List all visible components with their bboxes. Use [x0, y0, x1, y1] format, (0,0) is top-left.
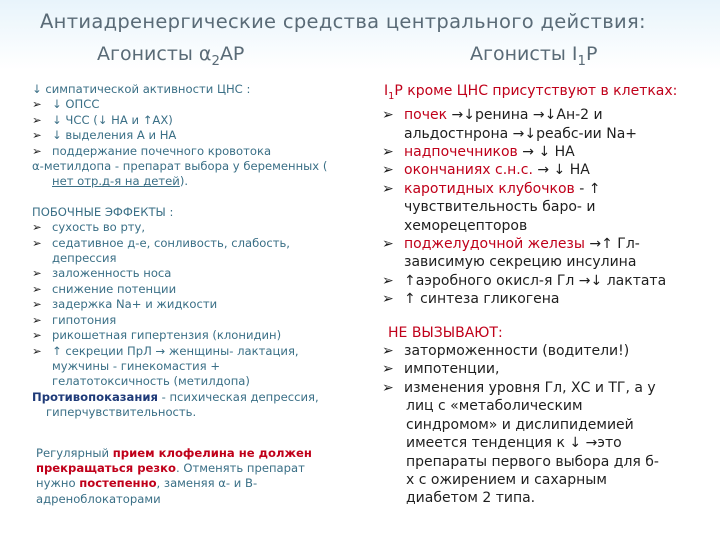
organ-rest: → ↓ НА	[532, 162, 590, 179]
subtitle-left-prefix: Агонисты α	[97, 43, 212, 65]
list-item	[32, 220, 377, 235]
bullet-arrow-icon: ➢	[382, 291, 394, 308]
side-effect-text: седативное д-е, сонливость, слабость,	[52, 235, 290, 250]
bullet-arrow-icon: ➢	[32, 328, 42, 343]
not-cause-text: заторможенности (водители!)	[404, 343, 630, 360]
organ-item	[404, 143, 575, 161]
effect-text: ↓ ЧСС (↓ НА и ↑АХ)	[52, 112, 173, 127]
effect-text: ↓ выделения А и НА	[52, 128, 177, 143]
organ-continuation: чувствительность баро- и хеморецепторов	[404, 199, 596, 234]
spacer	[382, 309, 712, 324]
bullet-arrow-icon: ➢	[32, 220, 42, 235]
list-item	[32, 344, 377, 359]
list-item	[382, 379, 712, 397]
note-middle: . Отменять препарат нужно	[36, 460, 305, 491]
subtitle-right	[470, 43, 597, 69]
side-effect-text: гипотония	[52, 312, 117, 327]
metabolic-effect: ↑аэробного окисл-я Гл →↓ лактата	[404, 272, 667, 289]
organ-continuation: альдостнрона →↓реабс-ии Na+	[404, 125, 638, 142]
not-cause-header: НЕ ВЫЗЫВАЮТ:	[388, 324, 503, 341]
organ-rest: →↓ренина →↓Ан-2 и	[447, 107, 603, 124]
side-effect-continuation: депрессия	[52, 251, 117, 266]
organ-rest: - ↑	[574, 180, 601, 197]
list-item	[32, 236, 377, 251]
bullet-arrow-icon: ➢	[382, 144, 394, 161]
subtitle-left-suffix: АР	[219, 43, 245, 65]
organ-lead: поджелудочной железы	[404, 236, 585, 253]
side-effect-continuation: гелатотоксичность (метилдопа)	[52, 374, 250, 389]
list-item	[382, 180, 712, 198]
contraindications-continuation: гиперчувствительность.	[46, 405, 197, 420]
organ-lead: надпочечников	[404, 144, 518, 161]
methyldopa-line: α-метилдопа - препарат выбора у беременных (	[32, 159, 328, 174]
side-effects-header: ПОБОЧНЫЕ ЭФФЕКТЫ :	[32, 204, 174, 219]
side-effect-continuation: мужчины - гинекомастия +	[52, 358, 221, 373]
right-intro-prefix: I	[384, 83, 389, 99]
not-cause-text: изменения уровня Гл, ХС и ТГ, а у	[404, 379, 656, 396]
contraindications-label: Противопоказания	[32, 389, 158, 404]
organ-lead: окончаниях с.н.с.	[404, 162, 533, 179]
subtitle-left	[97, 43, 244, 69]
not-cause-text: импотенции,	[404, 361, 500, 378]
organ-rest: →↑ Гл-	[584, 236, 640, 253]
slide-title: Антиадренергические средства центрального действия:	[40, 10, 646, 33]
bullet-arrow-icon: ➢	[32, 97, 42, 112]
list-item	[32, 328, 377, 343]
side-effect-text: рикошетная гипертензия (клонидин)	[52, 328, 282, 343]
methyldopa-note-underlined: нет отр.д-я на детей	[52, 174, 180, 189]
side-effect-text: ↑ секреции ПрЛ → женщины- лактация,	[52, 343, 299, 358]
subtitle-left-sub: 2	[211, 53, 220, 69]
bullet-arrow-icon: ➢	[382, 361, 394, 378]
clonidine-note	[32, 446, 346, 508]
metabolic-effect: ↑ синтеза гликогена	[404, 291, 560, 308]
spacer	[32, 190, 377, 205]
right-intro	[382, 82, 712, 106]
side-effect-text: заложенность носа	[52, 266, 172, 281]
organ-continuation: зависимую секрецию инсулина	[404, 254, 637, 271]
bullet-arrow-icon: ➢	[382, 343, 394, 360]
bullet-arrow-icon: ➢	[32, 128, 42, 143]
organ-lead: каротидных клубочков	[404, 180, 575, 197]
list-item	[32, 282, 377, 297]
side-effect-text: снижение потенции	[52, 281, 177, 296]
list-item	[32, 113, 377, 128]
bullet-arrow-icon: ➢	[32, 266, 42, 281]
right-column	[382, 82, 712, 508]
effect-text: ↓ ОПСС	[52, 97, 100, 112]
bullet-arrow-icon: ➢	[382, 379, 394, 396]
left-column	[32, 82, 377, 507]
list-item	[382, 360, 712, 378]
bullet-arrow-icon: ➢	[382, 236, 394, 253]
spacer	[32, 436, 377, 446]
bullet-arrow-icon: ➢	[32, 235, 42, 250]
effect-text: поддержание почечного кровотока	[52, 143, 272, 158]
subtitle-right-suffix: Р	[586, 43, 598, 65]
organ-item	[404, 106, 603, 124]
note-gradually: постепенно	[79, 476, 157, 491]
bullet-arrow-icon: ➢	[32, 343, 42, 358]
contraindications-text: - психическая депрессия,	[157, 389, 319, 404]
list-item	[32, 128, 377, 143]
contraindications	[32, 390, 377, 405]
bullet-arrow-icon: ➢	[382, 272, 394, 289]
methyldopa-note-end: ).	[179, 174, 189, 189]
side-effect-text: задержка Na+ и жидкости	[52, 297, 218, 312]
list-item	[382, 143, 712, 161]
bullet-arrow-icon: ➢	[32, 112, 42, 127]
list-item	[382, 106, 712, 124]
note-start: Регулярный	[36, 445, 113, 460]
organ-item	[404, 235, 640, 253]
bullet-arrow-icon: ➢	[32, 312, 42, 327]
left-intro: ↓ симпатической активности ЦНС :	[32, 82, 251, 96]
organ-rest: → ↓ НА	[517, 144, 575, 161]
organ-item	[404, 180, 600, 198]
list-item	[32, 297, 377, 312]
not-cause-continuation: лиц с «метаболическим синдромом» и дислипидемией имеется тенденция к ↓ →это препараты первого выбора для б-х с ожирением и сахарным диабетом 2 типа.	[406, 398, 659, 507]
bullet-arrow-icon: ➢	[382, 180, 394, 197]
list-item	[382, 235, 712, 253]
right-intro-sub: 1	[388, 90, 395, 102]
methyldopa-note	[32, 174, 377, 189]
list-item	[382, 290, 712, 308]
right-intro-text: Р кроме ЦНС присутствуют в клетках:	[394, 83, 678, 99]
bullet-arrow-icon: ➢	[382, 107, 394, 124]
bullet-arrow-icon: ➢	[382, 162, 394, 179]
bullet-arrow-icon: ➢	[32, 143, 42, 158]
note-end: , заменяя α- и В-адреноблокаторами	[36, 476, 258, 506]
list-item	[382, 161, 712, 179]
organ-item	[404, 161, 590, 179]
list-item	[32, 313, 377, 328]
bullet-arrow-icon: ➢	[32, 297, 42, 312]
spacer	[32, 421, 377, 436]
list-item	[382, 272, 712, 290]
note-warning: прием клофелина не должен прекращаться резко	[36, 445, 312, 475]
subtitle-right-sub: 1	[577, 53, 587, 69]
list-item	[32, 97, 377, 112]
bullet-arrow-icon: ➢	[32, 281, 42, 296]
list-item	[32, 144, 377, 159]
subtitle-right-prefix: Агонисты I	[470, 43, 578, 65]
list-item	[382, 342, 712, 360]
side-effect-text: сухость во рту,	[52, 220, 146, 235]
list-item	[32, 266, 377, 281]
organ-lead: почек	[404, 107, 448, 124]
